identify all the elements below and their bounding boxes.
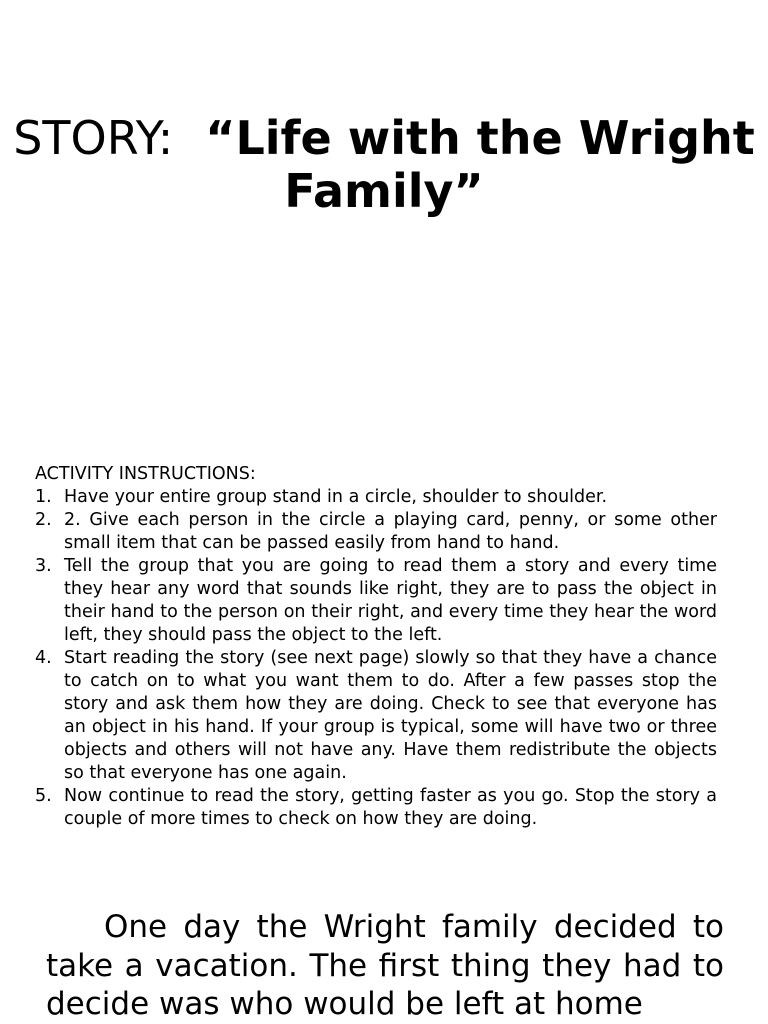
instruction-text: 2. Give each person in the circle a playing card, penny, or some other small item that can be passed easily from hand to hand.	[64, 510, 717, 553]
page-title	[0, 112, 768, 218]
instruction-number: 2.	[35, 510, 52, 530]
instruction-number: 4.	[35, 648, 52, 668]
instruction-number: 3.	[35, 556, 52, 576]
instruction-item	[35, 647, 717, 785]
story-paragraph: One day the Wright family decided to take a vacation. The first thing they had to decide was who would be left at home	[46, 909, 724, 1022]
instructions-heading: ACTIVITY INSTRUCTIONS:	[35, 464, 256, 484]
instruction-text: Tell the group that you are going to read them a story and every time they hear any word that sounds like right, they are to pass the object in their hand to the person on their right, and every time they hear the word left, they should pass the object to the left.	[64, 556, 717, 645]
instruction-text: Start reading the story (see next page) slowly so that they have a chance to catch on to what you want them to do. After a few passes stop the story and ask them how they are doing. Check to see that everyone has an object in his hand. If your group is typical, some will have two or three objects and others will not have any. Have them redistribute the objects so that everyone has one again.	[64, 648, 717, 783]
instruction-item	[35, 785, 717, 831]
instruction-item	[35, 555, 717, 647]
activity-instructions	[35, 463, 717, 831]
instruction-item	[35, 486, 717, 509]
instruction-number: 5.	[35, 786, 52, 806]
instruction-item	[35, 509, 717, 555]
instruction-text: Now continue to read the story, getting faster as you go. Stop the story a couple of more times to check on how they are doing.	[64, 786, 717, 829]
instructions-list	[35, 486, 717, 831]
title-main: “Life with the Wright Family”	[205, 111, 755, 218]
title-prefix: STORY:	[13, 111, 174, 165]
instruction-text: Have your entire group stand in a circle, shoulder to shoulder.	[64, 487, 608, 507]
instruction-number: 1.	[35, 487, 52, 507]
